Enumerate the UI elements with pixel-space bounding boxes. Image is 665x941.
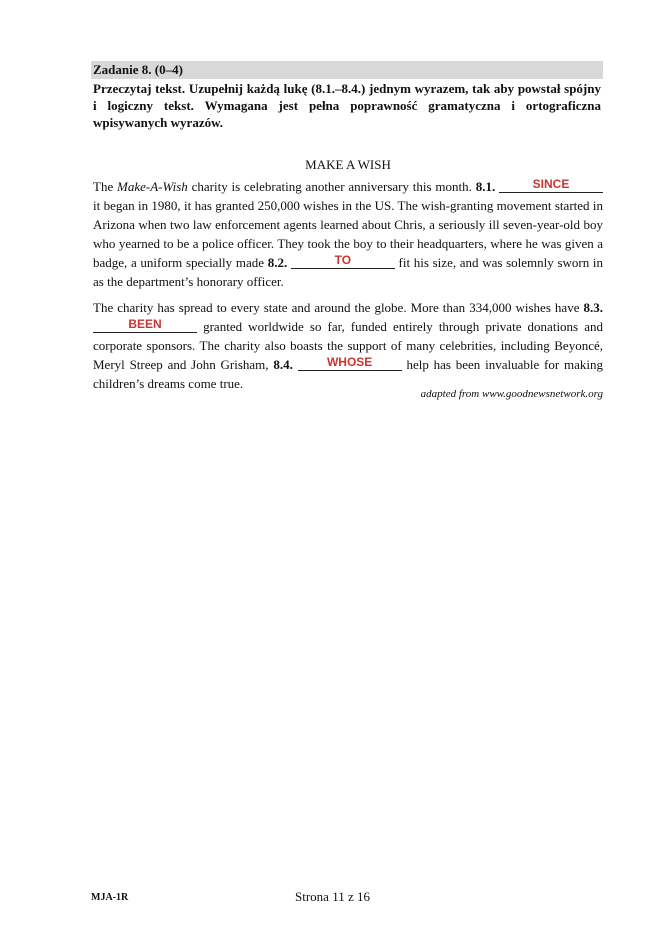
- answer-8-2: TO: [334, 253, 352, 267]
- task-instructions: Przeczytaj tekst. Uzupełnij każdą lukę (8.1.–8.4.) jednym wyrazem, tak aby powstał spójny i logiczny tekst. Wymagana jest pełna poprawność gramatyczna i ortograficzna wpisywanych wyrazów.: [93, 81, 601, 130]
- page-number: Strona 11 z 16: [295, 889, 370, 904]
- text-segment: granted worldwide so far, funded entirely through private donations and corporate sponsors. The charity also boasts the support of many celebrities, including Beyoncé, Meryl Streep and John Grisham,: [93, 319, 603, 372]
- article-title: MAKE A WISH: [305, 157, 391, 172]
- text-segment: help has been invaluable for making children’s dreams come true.: [93, 357, 603, 391]
- answer-8-3: BEEN: [128, 317, 162, 331]
- text-segment: fit his size, and was solemnly sworn in as the department’s honorary officer.: [93, 255, 604, 289]
- gap-8-2[interactable]: [291, 254, 395, 269]
- charity-name: Make-A-Wish: [117, 179, 188, 194]
- gap-8-3[interactable]: [93, 318, 197, 333]
- article-passage: [93, 177, 603, 400]
- answer-8-1: SINCE: [532, 177, 570, 191]
- task-header: Zadanie 8. (0–4): [91, 61, 603, 79]
- gap-number-8-2: 8.2.: [267, 255, 288, 270]
- gap-8-1[interactable]: [499, 178, 603, 193]
- gap-number-8-1: 8.1.: [475, 179, 496, 194]
- text-segment: charity is celebrating another anniversary this month.: [187, 179, 476, 194]
- gap-number-8-3: 8.3.: [583, 300, 603, 315]
- text-segment: The: [93, 179, 118, 194]
- gap-number-8-4: 8.4.: [273, 357, 293, 372]
- text-segment: it began in 1980, it has granted 250,000 wishes in the US. The wish-granting movement started in Arizona when two law enforcement agents learned about Chris, a seriously ill seven-year-old boy who yearned to be a police officer. They took the boy to their headquarters, where he was given a badge, a uniform specially made: [93, 198, 603, 270]
- paragraph-1: [93, 177, 603, 291]
- paragraph-2: [93, 298, 603, 393]
- text-segment: The charity has spread to every state and around the globe. More than 334,000 wishes have: [93, 300, 584, 315]
- footer-code: MJA-1R: [91, 892, 129, 903]
- gap-8-4[interactable]: [298, 356, 402, 371]
- source-citation: adapted from www.goodnewsnetwork.org: [420, 388, 603, 400]
- answer-8-4: WHOSE: [326, 355, 373, 369]
